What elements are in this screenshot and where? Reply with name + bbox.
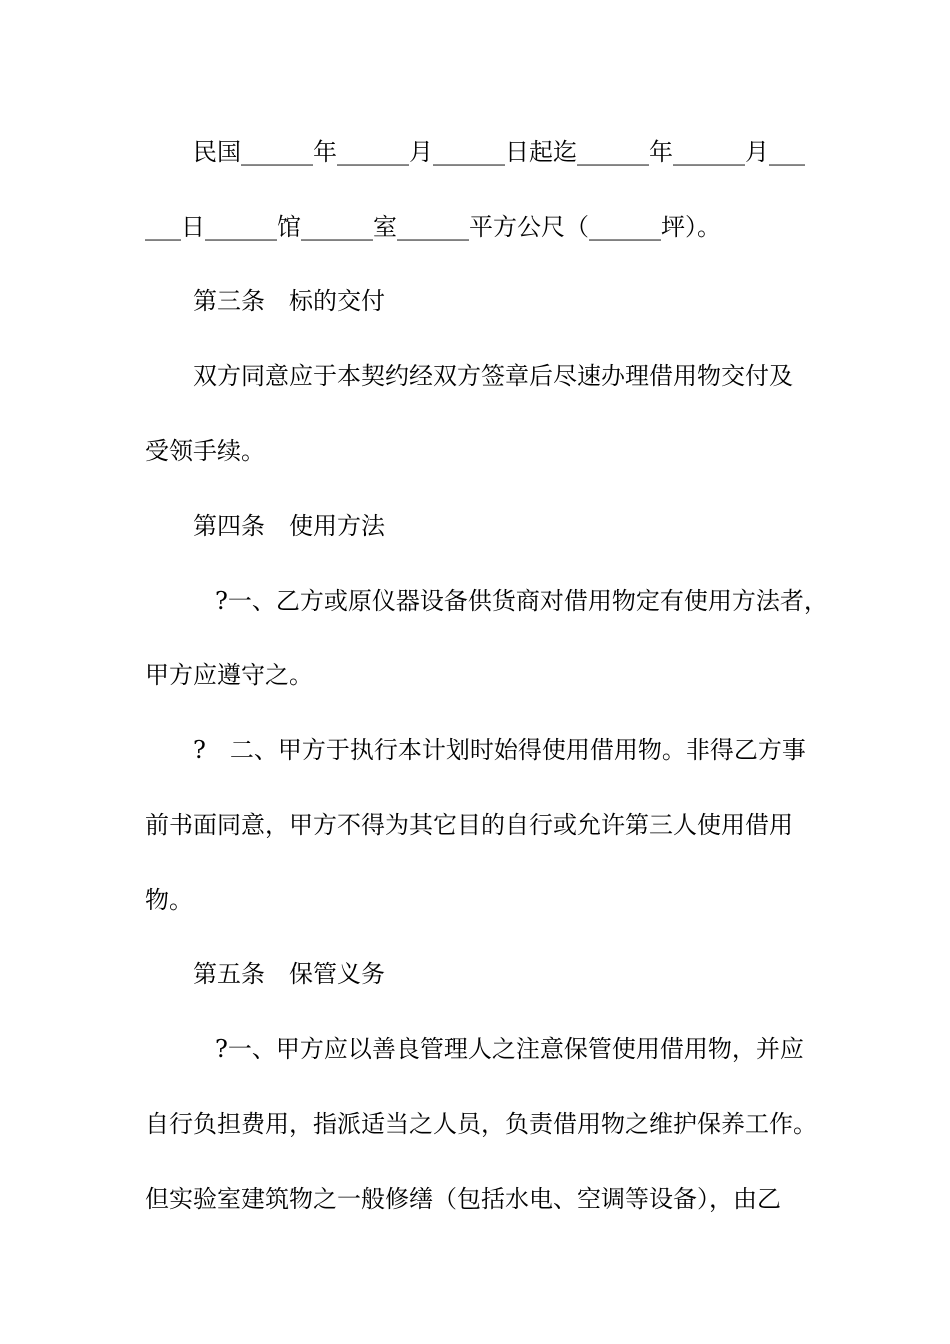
text-line: 自行负担费用，指派适当之人员，负责借用物之维护保养工作。 <box>145 1110 817 1138</box>
text-line: ?一、甲方应以善良管理人之注意保管使用借用物，并应 <box>215 1035 804 1063</box>
section-heading: 第四条 使用方法 <box>193 512 385 540</box>
text-line: 民国______年______月______日起迄______年______月___ <box>193 138 805 166</box>
text-line: 物。 <box>145 886 193 914</box>
text-line: ?一、乙方或原仪器设备供货商对借用物定有使用方法者， <box>215 587 828 615</box>
section-heading: 第三条 标的交付 <box>193 287 385 315</box>
section-heading: 第五条 保管义务 <box>193 960 385 988</box>
text-line: 前书面同意，甲方不得为其它目的自行或允许第三人使用借用 <box>145 811 793 839</box>
text-line: 甲方应遵守之。 <box>145 661 313 689</box>
text-line: ? 二、甲方于执行本计划时始得使用借用物。非得乙方事 <box>193 736 806 764</box>
text-line: 双方同意应于本契约经双方签章后尽速办理借用物交付及 <box>193 362 793 390</box>
text-line: 受领手续。 <box>145 437 265 465</box>
text-line: ___日______馆______室______平方公尺（______坪）。 <box>145 213 721 241</box>
text-line: 但实验室建筑物之一般修缮（包括水电、空调等设备），由乙 <box>145 1185 781 1213</box>
